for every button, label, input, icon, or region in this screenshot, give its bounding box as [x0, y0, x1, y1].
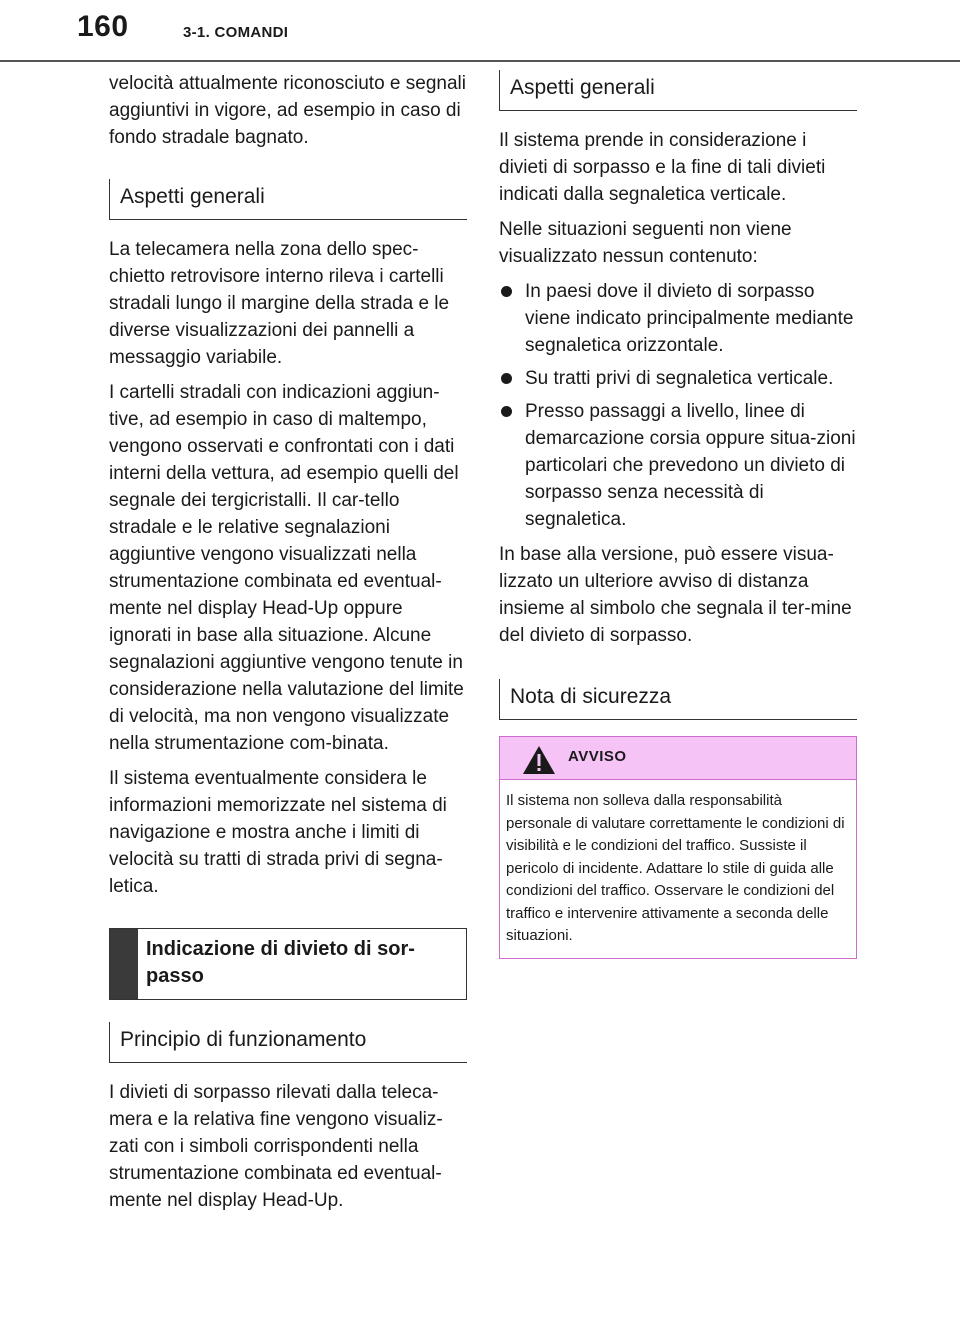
warning-box [499, 736, 857, 959]
warning-label: AVVISO [568, 748, 627, 765]
paragraph: Nelle situazioni seguenti non viene visualizzato nessun contenuto: [499, 219, 792, 267]
section-heading-text: Indicazione di divieto di sor-passo [146, 938, 415, 987]
paragraph: La telecamera nella zona dello spec-chietto retrovisore interno rileva i cartelli stradali lungo il margine della strada e le diverse visualizzazioni dei pannelli a messaggio variabile. [109, 239, 450, 368]
paragraph: In base alla versione, può essere visua-lizzato un ulteriore avviso di distanza insieme al simbolo che segnala il ter-mine del divieto di sorpasso. [499, 544, 852, 646]
paragraph: I divieti di sorpasso rilevati dalla teleca-mera e la relativa fine vengono visualiz-zati con i simboli corrispondenti nella strumentazione combinata ed eventual-mente nel display Head-Up. [109, 1082, 443, 1211]
section-heading-divieto-sorpasso [109, 928, 467, 1000]
bullet-icon [501, 406, 512, 417]
bullet-icon [501, 286, 512, 297]
paragraph: Il sistema prende in considerazione i divieti di sorpasso e la fine di tali divieti indicati dalla segnaletica verticale. [499, 130, 826, 205]
warning-header [500, 737, 856, 780]
subheading-nota-sicurezza: Nota di sicurezza [499, 679, 857, 720]
warning-triangle-icon [522, 745, 556, 775]
paragraph: Il sistema eventualmente considera le informazioni memorizzate nel sistema di navigazione e mostra anche i limiti di velocità su tratti di strada privi di segna-letica. [109, 768, 447, 897]
intro-paragraph: velocità attualmente riconosciuto e segnali aggiuntivi in vigore, ad esempio in caso di fondo stradale bagnato. [109, 73, 466, 148]
warning-text: Il sistema non solleva dalla responsabilità personale di valutare correttamente le condizioni di visibilità e le condizioni del traffico. Sussiste il pericolo di incidente. Adattare lo stile di guida alle condizioni del traffico. Osservare le condizioni del traffico e intervenire attivamente a seconda delle situazioni. [506, 792, 845, 944]
list-item: Presso passaggi a livello, linee di demarcazione corsia oppure situa-zioni particolari che prevedono un divieto di sorpasso senza necessità di segnaletica. [499, 398, 857, 533]
list-item: In paesi dove il divieto di sorpasso viene indicato principalmente mediante segnaletica orizzontale. [499, 278, 857, 359]
right-column [499, 70, 857, 959]
left-column [109, 70, 467, 1222]
bullet-icon [501, 373, 512, 384]
list-item: Su tratti privi di segnaletica verticale. [499, 365, 857, 392]
heading-bar [110, 929, 138, 999]
header-divider [0, 60, 960, 62]
page-number: 160 [77, 10, 129, 43]
bullet-list [499, 278, 857, 533]
paragraph: I cartelli stradali con indicazioni aggiun-tive, ad esempio in caso di maltempo, vengono osservati e confrontati con i dati interni della vettura, ad esempio quelli del segnale dei tergicristalli. Il car-tello stradale e le relative segnalazioni aggiuntive vengono visualizzati nella strumentazione combinata ed eventual-mente nel display Head-Up oppure ignorati in base alla situazione. Alcune segnalazioni aggiuntive vengono tenute in considerazione nella valutazione del limite di velocità, ma non vengono visualizzate nella strumentazione com-binata. [109, 382, 464, 754]
subheading-aspetti-generali-left: Aspetti generali [109, 179, 467, 220]
subheading-aspetti-generali-right: Aspetti generali [499, 70, 857, 111]
section-title: 3-1. COMANDI [183, 24, 289, 41]
page-header [0, 0, 960, 62]
subheading-principio: Principio di funzionamento [109, 1022, 467, 1063]
